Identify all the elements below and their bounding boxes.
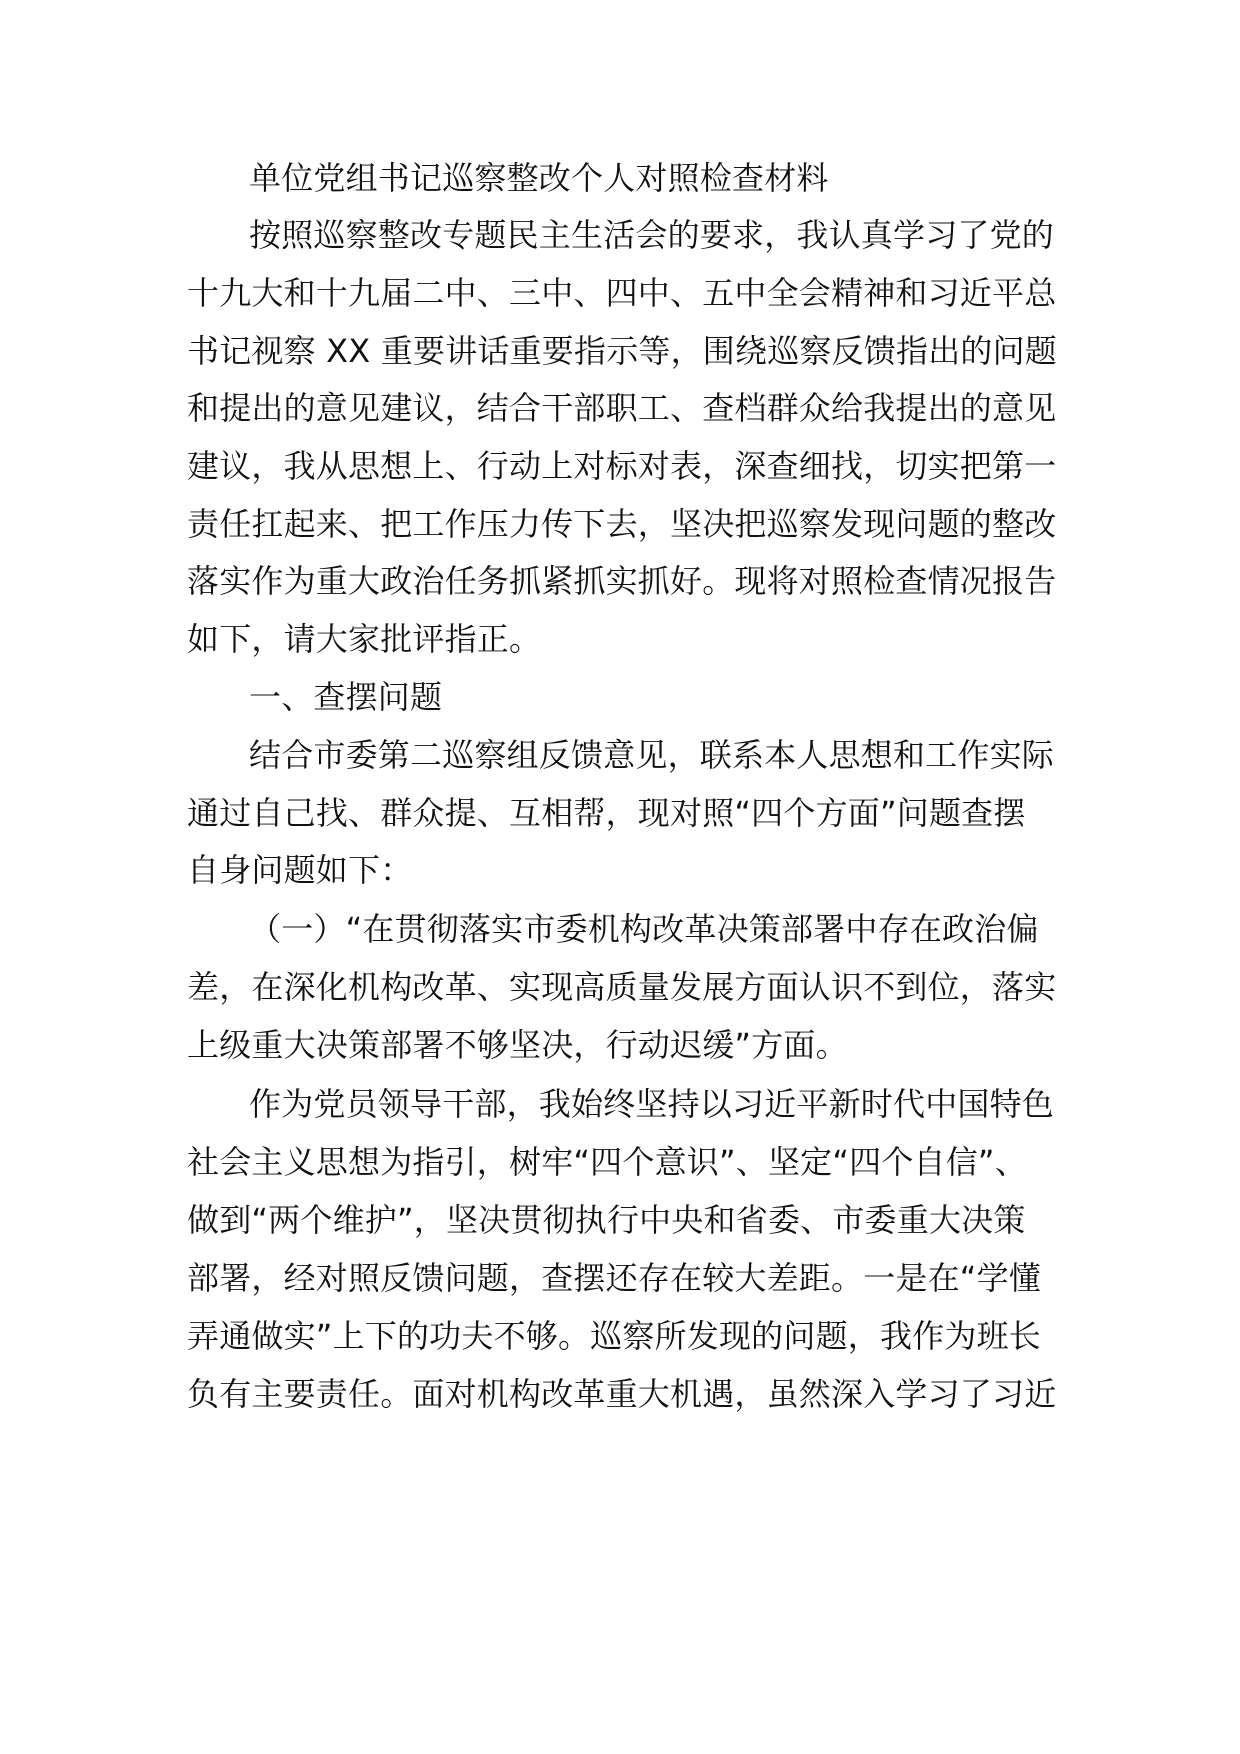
paragraph-line: 部署，经对照反馈问题，查摆还存在较大差距。一是在“学懂 xyxy=(187,1259,1041,1297)
section-heading: 一、查摆问题 xyxy=(249,678,443,716)
paragraph-line: 负有主要责任。面对机构改革重大机遇，虽然深入学习了习近 xyxy=(187,1375,1057,1413)
paragraph-line: 责任扛起来、把工作压力传下去，坚决把巡察发现问题的整改 xyxy=(187,505,1057,543)
paragraph-line: 按照巡察整改专题民主生活会的要求，我认真学习了党的 xyxy=(249,216,1055,254)
subsection-heading-line: 上级重大决策部署不够坚决，行动迟缓”方面。 xyxy=(187,1026,848,1064)
paragraph-line: 如下，请大家批评指正。 xyxy=(187,620,542,658)
paragraph-line: 结合市委第二巡察组反馈意见，联系本人思想和工作实际 xyxy=(249,736,1055,774)
subsection-heading-line: （一）“在贯彻落实市委机构改革决策部署中存在政治偏 xyxy=(249,910,1039,948)
paragraph-line: 通过自己找、群众提、互相帮，现对照“四个方面”问题查摆 xyxy=(187,794,1026,832)
paragraph-line: 做到“两个维护”，坚决贯彻执行中央和省委、市委重大决策 xyxy=(187,1201,1026,1239)
paragraph-line: 建议，我从思想上、行动上对标对表，深查细找，切实把第一 xyxy=(187,447,1057,485)
paragraph-line: 书记视察 XX 重要讲话重要指示等，围绕巡察反馈指出的问题 xyxy=(187,332,1057,370)
paragraph-line: 社会主义思想为指引，树牢“四个意识”、坚定“四个自信”、 xyxy=(187,1143,1027,1181)
paragraph-line: 弄通做实”上下的功夫不够。巡察所发现的问题，我作为班长 xyxy=(187,1317,1041,1355)
paragraph-line: 作为党员领导干部，我始终坚持以习近平新时代中国特色 xyxy=(249,1085,1055,1123)
paragraph-line: 自身问题如下： xyxy=(187,851,413,889)
paragraph-line: 十九大和十九届二中、三中、四中、五中全会精神和习近平总 xyxy=(187,274,1057,312)
document-title: 单位党组书记巡察整改个人对照检查材料 xyxy=(249,159,829,197)
subsection-heading-line: 差，在深化机构改革、实现高质量发展方面认识不到位，落实 xyxy=(187,968,1057,1006)
paragraph-line: 落实作为重大政治任务抓紧抓实抓好。现将对照检查情况报告 xyxy=(187,562,1057,600)
paragraph-line: 和提出的意见建议，结合干部职工、查档群众给我提出的意见 xyxy=(187,389,1057,427)
